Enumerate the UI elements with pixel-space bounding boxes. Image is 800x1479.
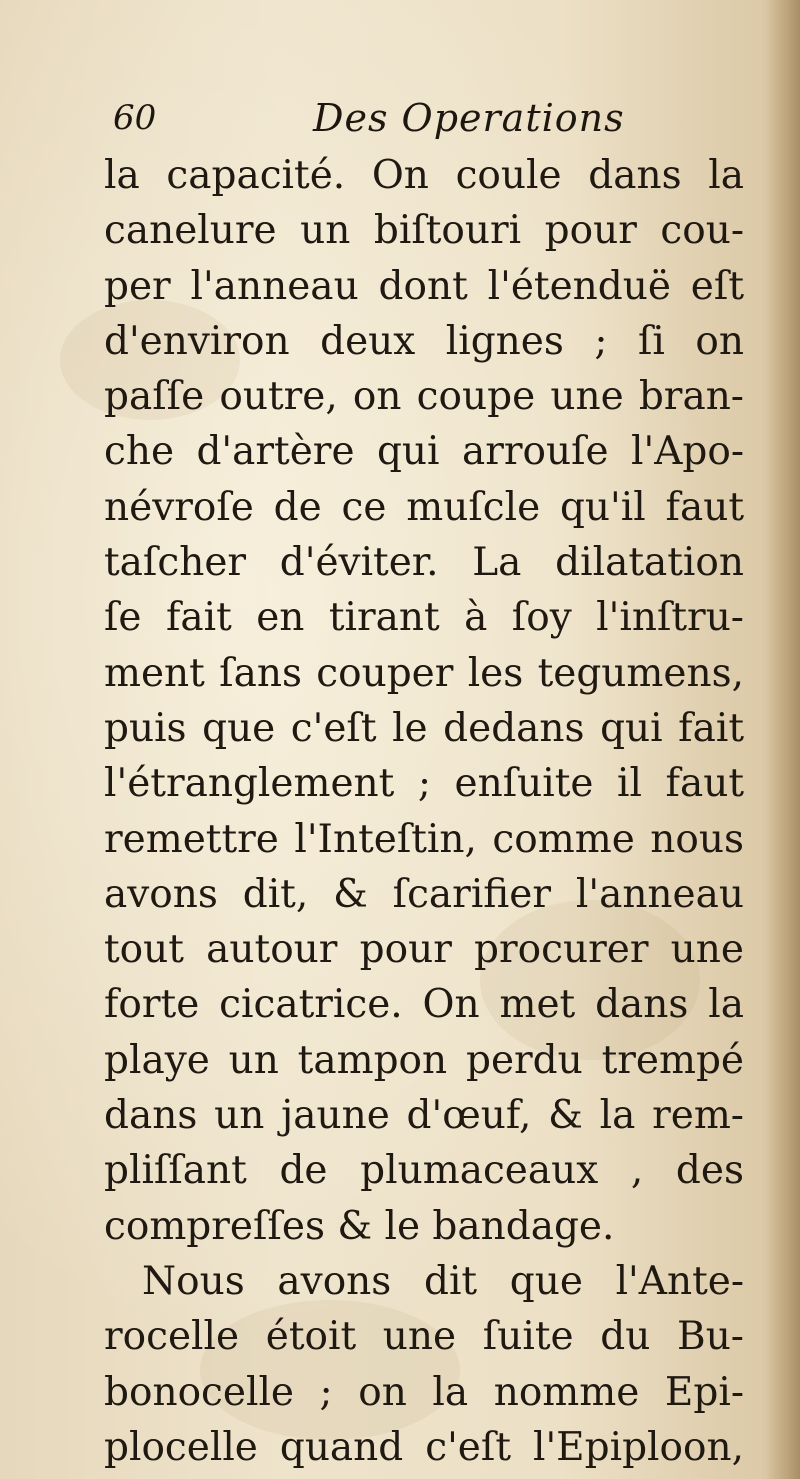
- text-line: bonocelle ; on la nomme Epi-: [104, 1369, 744, 1415]
- paragraph-start-line: Nous avons dit que l'Ante-: [142, 1258, 744, 1304]
- text-line: remettre l'Inteſtin, comme nous: [104, 816, 744, 862]
- page-gutter-shadow: [766, 0, 800, 1479]
- text-line: avons dit, & ſcarifier l'anneau: [104, 871, 744, 917]
- text-line: che d'artère qui arrouſe l'Apo-: [104, 429, 744, 475]
- paragraph-end-line: compreſſes & le bandage.: [104, 1203, 615, 1249]
- text-line: plocelle quand c'eſt l'Epiploon,: [104, 1424, 744, 1470]
- text-line: per l'anneau dont l'étenduë eſt: [104, 263, 744, 309]
- text-line: ment ſans couper les tegumens,: [104, 650, 744, 696]
- text-line: taſcher d'éviter. La dilatation: [104, 540, 744, 586]
- text-line: dans un jaune d'œuf, & la rem-: [104, 1093, 744, 1139]
- text-line: tout autour pour procurer une: [104, 927, 744, 973]
- text-line: pliſſant de plumaceaux , des: [104, 1148, 744, 1194]
- text-line: puis que c'eſt le dedans qui fait: [104, 705, 744, 751]
- text-line: la capacité. On coule dans la: [104, 153, 744, 198]
- text-line: d'environ deux lignes ; ſi on: [104, 318, 744, 364]
- text-line: playe un tampon perdu trempé: [104, 1037, 744, 1083]
- text-line: canelure un biſtouri pour cou-: [104, 208, 744, 254]
- body-text: [104, 148, 744, 1475]
- running-title: Des Operations: [313, 96, 625, 140]
- page-number: 60: [113, 98, 157, 138]
- page-header: [113, 96, 633, 148]
- text-line: paſſe outre, on coupe une bran-: [104, 374, 744, 420]
- text-line: l'étranglement ; enſuite il faut: [104, 761, 744, 807]
- text-line: forte cicatrice. On met dans la: [104, 982, 744, 1028]
- text-line: névroſe de ce muſcle qu'il faut: [104, 484, 744, 530]
- text-line: ſe fait en tirant à ſoy l'inſtru-: [104, 595, 744, 641]
- text-line: rocelle étoit une ſuite du Bu-: [104, 1314, 744, 1360]
